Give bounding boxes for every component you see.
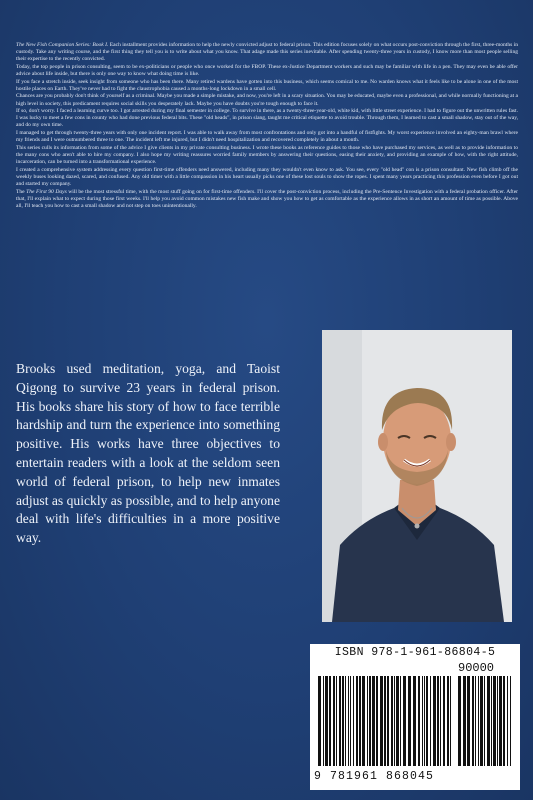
blurb-paragraph-7: This series culls its information from some of the advice I give clients in my private consulting business. I wrote these books as reference guides to those who have purchased my services, as well as to provide information to the many cons who aren't able to hire my company. I also hope my writing reassures worried family members by answering their questions, easing their anxiety, and providing an example of how, with the right attitude, incarceration, can be turned into a transformational experience. [16, 144, 518, 166]
blurb-paragraph-8: I created a comprehensive system addressing every question first-time offenders need answered, including many they wouldn't even know to ask. You see, every "old head" con is a prison consultant. New fish climb off the weekly buses looking dazed, scared, and confused. Any old timer with a little compassion in his heart usually picks one of these lost souls to show the ropes. I spent many years practicing this profession even before I got out and started my company. [16, 166, 518, 187]
barcode-bar [367, 676, 368, 766]
barcode-bar [400, 676, 401, 766]
barcode-bar [325, 676, 328, 766]
barcode-bar [478, 676, 479, 766]
barcode-bar [350, 676, 351, 766]
barcode-bar [387, 676, 389, 766]
barcode-bar [447, 676, 449, 766]
ean-barcode [318, 676, 454, 768]
barcode-bar [433, 676, 436, 766]
barcode-bar [394, 676, 395, 766]
barcode-bar [418, 676, 420, 766]
blurb-paragraph-4: Chances are you probably don't think of yourself as a criminal. Maybe you made a simple mistake, and now, you're left in a scary situation. You may be educated, maybe even a professional, and while normally functioning at a high level in society, this predicament requires social skills you desperately lack. Maybe you have doubts you're tough enough to face it. [16, 93, 518, 107]
blurb-paragraph-3: If you face a stretch inside, seek insight from someone who has been there. Many retired wardens have gotten into this business, which seems comical to me. No warden knows what it feels like to be alone in one of the most hostile places on Earth. They've never had to fight the claustrophobia caused a months-long lockdown in a small cell. [16, 78, 518, 92]
blurb-paragraph-9: The The First 90 Days will be the most stressful time, with the most stuff going on for first-time offenders. I'll cover the post-conviction process, including the Pre-Sentence Investigation with a federal probation officer. After that, I'll explain what to expect during those first weeks. I'll help you avoid common mistakes new fish make and show you how to get as comfortable as the experience allows in as short an amount of time as possible. Above all, I'll teach you how to cast a small shadow and not step on toes unintentionally. [16, 188, 519, 209]
barcode-bar [339, 676, 341, 766]
barcode-bar [430, 676, 431, 766]
barcode-bar [484, 676, 485, 766]
author-bio: Brooks used meditation, yoga, and Taoist Qigong to survive 23 years in federal prison. His books share his story of how to face terrible hardship and turn the experience into something positive. His works have three objectives to entertain readers with a look at the seldom seen world of federal prison, to help new inmates adjust as quickly as possible, and to help anyone deal with life's difficulties in a more positive way. [16, 361, 280, 546]
barcode-bar [408, 676, 411, 766]
barcode-bar [356, 676, 358, 766]
barcode-bar [318, 676, 321, 766]
barcode-bar [348, 676, 349, 766]
author-portrait-illustration [322, 330, 512, 622]
barcode-bar [369, 676, 371, 766]
barcode-bar [440, 676, 441, 766]
author-photo [322, 330, 512, 622]
barcode-bar [333, 676, 335, 766]
blurb-text [16, 42, 518, 211]
barcode-bar [380, 676, 383, 766]
blurb-paragraph-6: I managed to get through twenty-three years with only one incident report. I was able to walk away from most confrontations and only got into a handful of fistfights. My worst experience involved an eighty-man brawl where my friends and I were outnumbered three to one. The incident left me injured, but I didn't need hospitalization and recovered completely in about a month. [16, 130, 518, 144]
blurb-paragraph-1: The New Fish Companion Series: Book I. Each installment provides information to help the newly convicted adjust to federal prison. This edition focuses solely on what occurs post-conviction through the first, three-months in custody. Take any writing course, and the first thing they tell you is to write about what you know. That adage made this series inevitable. After spending twenty-three years in custody, I know more than most people selling their expertise to the recently convicted. [16, 42, 518, 63]
barcode-bar [487, 676, 490, 766]
barcode-bar [353, 676, 354, 766]
barcode-bar [472, 676, 474, 766]
barcode-bar [323, 676, 324, 766]
barcode-digits: 9 781961 868045 [314, 770, 435, 783]
barcode-bar [510, 676, 511, 766]
barcode-bar [372, 676, 375, 766]
barcode-bar [503, 676, 505, 766]
barcode-bar [443, 676, 445, 766]
blurb-paragraph-2: Today, the top people in prison consulting, seem to be ex-politicians or people who once worked for the FBOP. These ex-Justice Department workers and such may be familiar with life in a pen. They may even be able offer advice about life inside, but there is only one way to know what doing time is like. [16, 63, 518, 77]
barcode-bar [384, 676, 386, 766]
barcode-bar [497, 676, 498, 766]
barcode-bar [329, 676, 331, 766]
barcode-bar [362, 676, 365, 766]
barcode-bar [345, 676, 346, 766]
barcode-bar [376, 676, 378, 766]
barcode-bar [391, 676, 393, 766]
isbn-label: ISBN 978-1-961-86804-5 [334, 646, 496, 659]
barcode-bar [480, 676, 483, 766]
barcode-bar [403, 676, 406, 766]
barcode-bar [336, 676, 337, 766]
barcode-bar [342, 676, 344, 766]
barcode-bar [422, 676, 423, 766]
barcode-bar [499, 676, 502, 766]
blurb-paragraph-5: If so, don't worry. I faced a learning curve too. I got arrested during my final semester in college. To survive in there, as a twenty-three-year-old, white kid, with little street experience. I had to figure out the unwritten rules fast. I was lucky to meet a few cons in county who had done previous federal bits. These "old heads", in prison slang, taught me critical etiquette to avoid trouble. Through them, I learned to cast a small shadow, stay out of the way, and do my own time. [16, 108, 518, 129]
barcode-bar [458, 676, 461, 766]
barcode-bar [467, 676, 470, 766]
barcode-bar [463, 676, 466, 766]
barcode-bar [424, 676, 425, 766]
barcode-bar [437, 676, 439, 766]
barcode-bar [426, 676, 428, 766]
price-barcode [458, 676, 514, 768]
barcode-bar [450, 676, 451, 766]
barcode-bar [475, 676, 476, 766]
barcode-bar [507, 676, 508, 766]
barcode-bar [413, 676, 416, 766]
barcode-bar [491, 676, 492, 766]
price-code: 90000 [458, 661, 495, 675]
barcode-bar [493, 676, 496, 766]
barcode-bar [396, 676, 399, 766]
barcode-bar [359, 676, 361, 766]
